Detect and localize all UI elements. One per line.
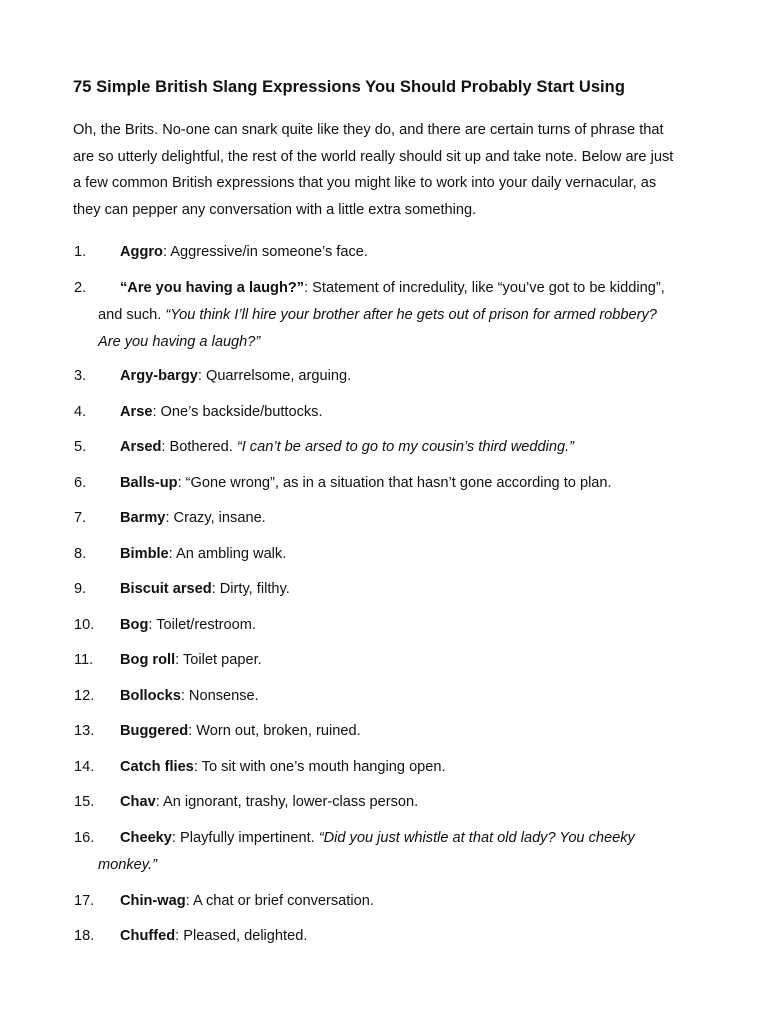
item-text: [120, 546, 286, 562]
slang-definition: : A chat or brief conversation.: [185, 893, 374, 909]
slang-definition: : Statement of incredulity, like “you’ve got to be kidding”,: [304, 280, 665, 296]
slang-term: Chuffed: [120, 928, 176, 944]
item-text: [120, 617, 256, 633]
slang-definition: : Worn out, broken, ruined.: [188, 723, 361, 739]
item-text: [120, 723, 361, 739]
slang-term: Bog: [120, 617, 149, 633]
item-text: [120, 794, 418, 810]
slang-term: Argy-bargy: [120, 368, 198, 384]
slang-term: Arsed: [120, 439, 162, 455]
item-number: 10.: [74, 617, 95, 633]
item-text: [120, 368, 351, 384]
item-number: 14.: [74, 759, 95, 775]
slang-definition: : An ignorant, trashy, lower-class person.: [155, 794, 419, 810]
slang-definition-cont: and such.: [98, 307, 166, 323]
slang-term: Chin-wag: [120, 893, 186, 909]
intro-line: Oh, the Brits. No-one can snark quite like they do, and there are certain turns of phrase that: [73, 122, 664, 138]
slang-example: “You think I’ll hire your brother after he gets out of prison for armed robbery?: [165, 307, 657, 323]
slang-definition: : Toilet paper.: [175, 652, 262, 668]
slang-definition: : An ambling walk.: [168, 546, 287, 562]
slang-example-cont: monkey.”: [98, 857, 157, 873]
intro-paragraph: [73, 117, 723, 223]
slang-term: Cheeky: [120, 830, 172, 846]
slang-term: “Are you having a laugh?”: [120, 280, 305, 296]
item-text: [120, 830, 635, 846]
item-number: 7.: [74, 510, 87, 526]
item-number: 11.: [74, 652, 94, 668]
item-number: 17.: [74, 893, 95, 909]
item-text: [120, 581, 290, 597]
slang-example-cont: Are you having a laugh?”: [98, 334, 261, 350]
slang-definition: : To sit with one’s mouth hanging open.: [193, 759, 446, 775]
item-text: [120, 688, 259, 704]
item-text: [120, 759, 446, 775]
item-text: [120, 244, 368, 260]
slang-term: Bimble: [120, 546, 169, 562]
item-number: 3.: [74, 368, 87, 384]
slang-definition: : Dirty, filthy.: [211, 581, 290, 597]
item-number: 18.: [74, 928, 95, 944]
slang-definition: : Quarrelsome, arguing.: [197, 368, 352, 384]
item-number: 13.: [74, 723, 95, 739]
slang-definition: : Bothered.: [161, 439, 237, 455]
slang-example: “Did you just whistle at that old lady? You cheeky: [318, 830, 635, 846]
slang-example: “I can’t be arsed to go to my cousin’s third wedding.”: [236, 439, 575, 455]
intro-line: they can pepper any conversation with a little extra something.: [73, 201, 477, 218]
item-text: [120, 439, 574, 455]
item-number: 1.: [74, 244, 87, 260]
slang-term: Chav: [120, 794, 156, 810]
slang-definition: : Crazy, insane.: [165, 510, 266, 526]
slang-term: Catch flies: [120, 759, 194, 775]
item-number: 12.: [74, 688, 95, 704]
item-text: [120, 893, 374, 909]
item-number: 16.: [74, 830, 95, 846]
slang-term: Bog roll: [120, 652, 176, 668]
slang-term: Barmy: [120, 510, 166, 526]
item-text: [120, 280, 665, 296]
item-continuation: [98, 307, 657, 323]
slang-definition: : Pleased, delighted.: [175, 928, 308, 944]
item-number: 4.: [74, 404, 87, 420]
slang-definition: : Toilet/restroom.: [148, 617, 256, 633]
item-text: [120, 928, 307, 944]
document-title: 75 Simple British Slang Expressions You Should Probably Start Using: [73, 78, 625, 96]
slang-term: Aggro: [120, 244, 163, 260]
item-text: [120, 510, 266, 526]
slang-definition: : Nonsense.: [180, 688, 259, 704]
item-text: [120, 652, 262, 668]
slang-definition: : Playfully impertinent.: [171, 830, 319, 846]
slang-term: Biscuit arsed: [120, 581, 212, 597]
item-number: 8.: [74, 546, 87, 562]
intro-line: are so utterly delightful, the rest of the world really should sit up and take note. Below are just: [73, 148, 674, 165]
slang-term: Arse: [120, 404, 153, 420]
item-number: 6.: [74, 475, 87, 491]
slang-definition: : Aggressive/in someone’s face.: [162, 244, 368, 260]
slang-term: Bollocks: [120, 688, 181, 704]
item-number: 5.: [74, 439, 87, 455]
slang-term: Buggered: [120, 723, 189, 739]
item-text: [120, 475, 612, 491]
item-number: 9.: [74, 581, 87, 597]
slang-term: Balls-up: [120, 475, 178, 491]
item-number: 15.: [74, 794, 95, 810]
slang-definition: : One’s backside/buttocks.: [152, 404, 323, 420]
item-text: [120, 404, 323, 420]
intro-line: a few common British expressions that you might like to work into your daily vernacular, as: [73, 175, 657, 191]
slang-definition: : “Gone wrong”, as in a situation that hasn’t gone according to plan.: [177, 475, 612, 491]
item-number: 2.: [74, 280, 87, 296]
